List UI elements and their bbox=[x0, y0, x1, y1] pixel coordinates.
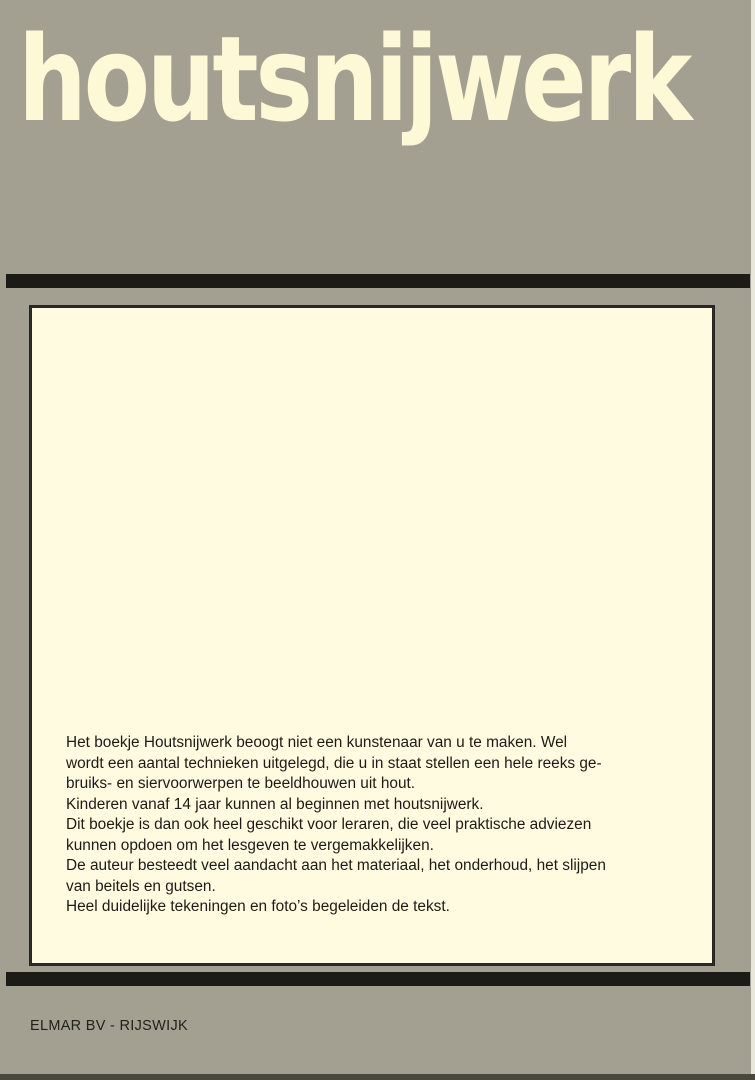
description-line: wordt een aantal technieken uitgelegd, die u in staat stellen een hele reeks ge- bbox=[66, 754, 602, 772]
publisher-name: ELMAR BV - RIJSWIJK bbox=[30, 1018, 188, 1034]
description-line: Heel duidelijke tekeningen en foto’s begeleiden de tekst. bbox=[66, 898, 450, 915]
description-line: bruiks- en siervoorwerpen te beeldhouwen uit hout. bbox=[66, 775, 416, 792]
description-line: De auteur besteedt veel aandacht aan het materiaal, het onderhoud, het slijpen bbox=[66, 857, 606, 874]
description-panel bbox=[29, 305, 715, 966]
top-divider-band bbox=[6, 274, 750, 288]
description-line: van beitels en gutsen. bbox=[66, 877, 216, 895]
page-edge bbox=[751, 0, 755, 1080]
book-title: houtsnijwerk bbox=[18, 10, 690, 148]
page-bottom-edge bbox=[0, 1074, 755, 1080]
description-line: Kinderen vanaf 14 jaar kunnen al beginnen met houtsnijwerk. bbox=[66, 795, 484, 813]
description-line: Dit boekje is dan ook heel geschikt voor leraren, die veel praktische adviezen bbox=[66, 816, 592, 833]
description-line: Het boekje Houtsnijwerk beoogt niet een kunstenaar van u te maken. Wel bbox=[66, 734, 568, 751]
book-description bbox=[66, 733, 706, 918]
bottom-divider-band bbox=[6, 972, 750, 986]
description-line: kunnen opdoen om het lesgeven te vergemakkelijken. bbox=[66, 836, 434, 854]
